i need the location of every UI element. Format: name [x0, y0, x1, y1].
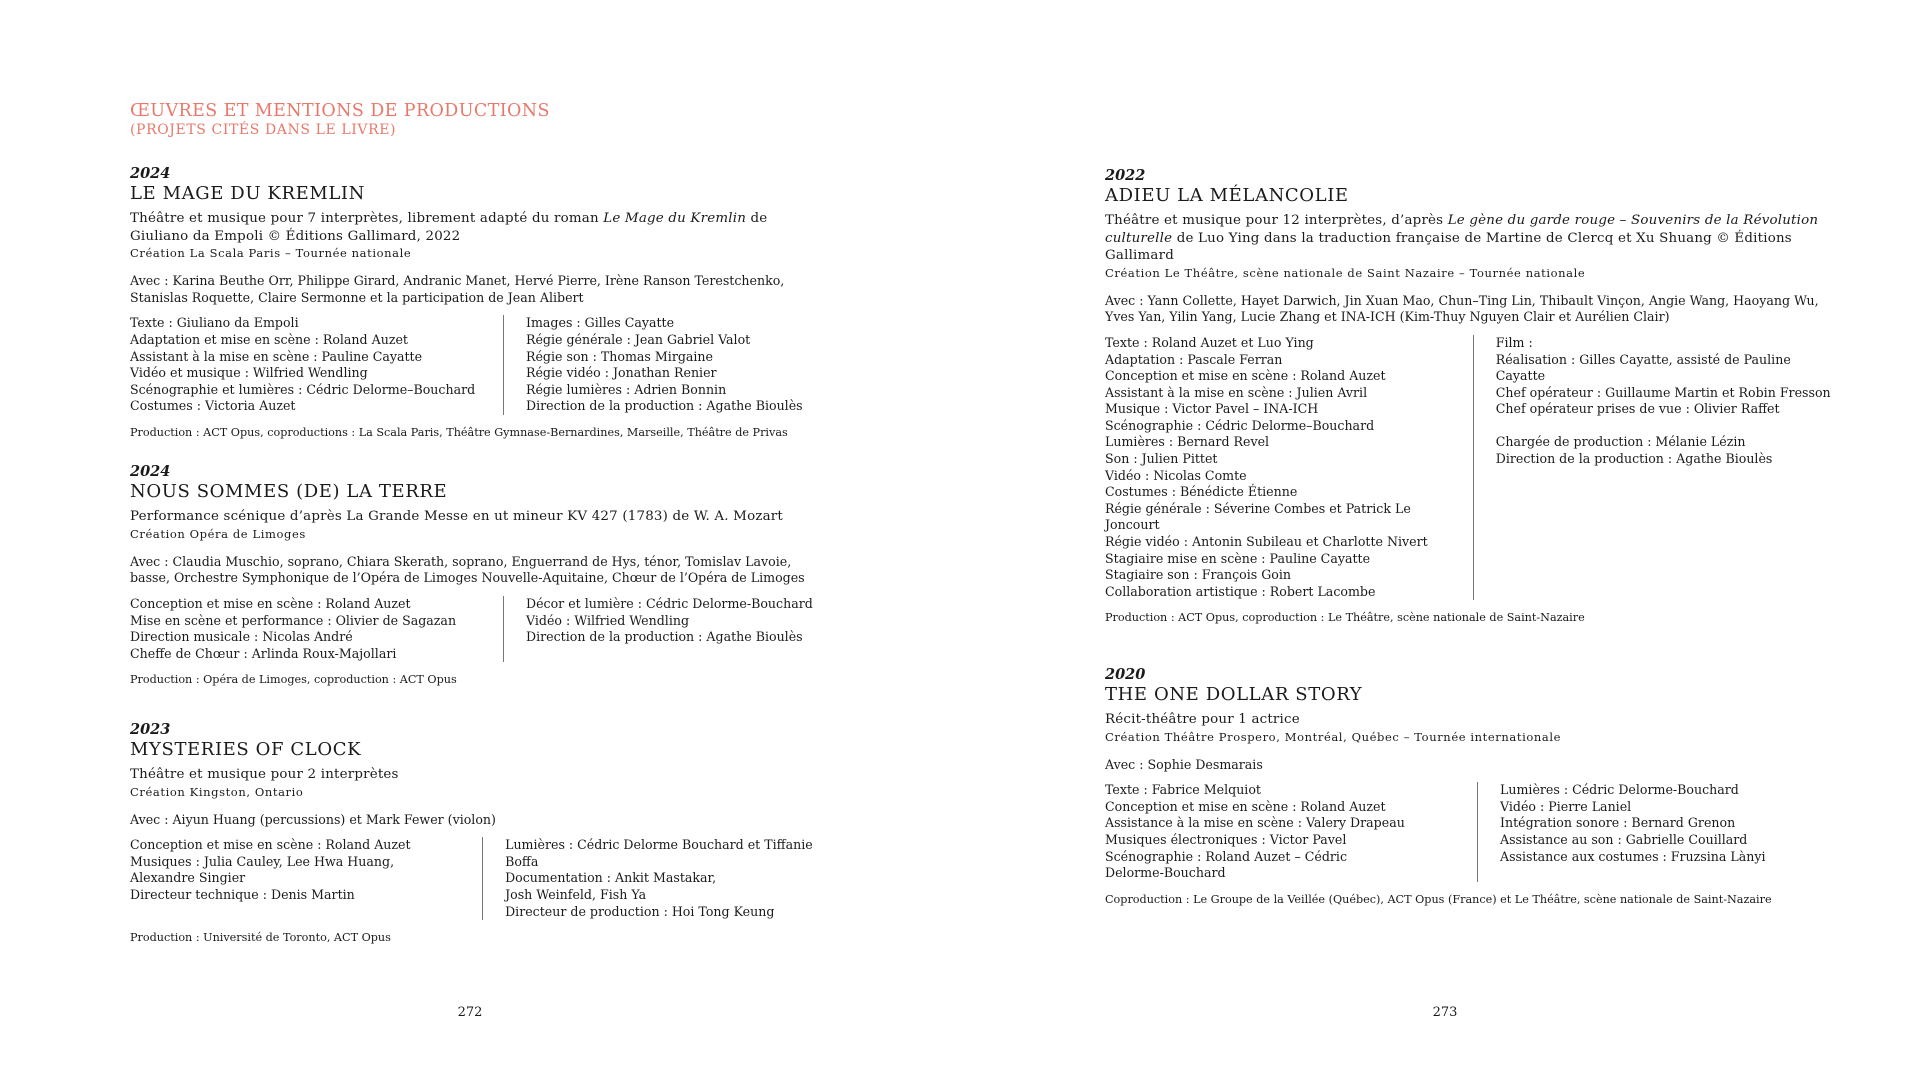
credit-line: Régie générale : Jean Gabriel Valot	[526, 332, 751, 347]
production-cast: Avec : Yann Collette, Hayet Darwich, Jin Xuan Mao, Chun–Ting Lin, Thibault Vinçon, Angie Wang, Haoyang Wu, Yves Yan, Yilin Yang, Lucie Zhang et INA-ICH (Kim-Thuy Nguyen Clair et Aurélien Clair)	[1105, 292, 1819, 325]
credit-line: Adaptation et mise en scène : Roland Auzet	[130, 332, 408, 347]
production-cast: Avec : Aiyun Huang (percussions) et Mark Fewer (violon)	[130, 811, 496, 827]
credits-left-column	[130, 315, 504, 415]
section-title: ŒUVRES ET MENTIONS DE PRODUCTIONS	[130, 101, 550, 121]
production-entry	[1105, 666, 1840, 907]
credits-right-column	[483, 837, 830, 920]
credit-line: Collaboration artistique : Robert Lacombe	[1105, 583, 1376, 599]
credit-line: Images : Gilles Cayatte	[526, 315, 675, 331]
credits-left-column	[130, 837, 483, 920]
credit-line: Directeur technique : Denis Martin	[130, 886, 355, 902]
credit-line: Conception et mise en scène : Roland Auzet	[1105, 798, 1386, 814]
production-cast: Avec : Sophie Desmarais	[1105, 756, 1263, 772]
description-fragment: Théâtre et musique pour 12 interprètes, d’après	[1105, 213, 1448, 228]
credits-right-column	[504, 596, 813, 662]
production-year: 2024	[130, 463, 171, 480]
credit-line: Costumes : Bénédicte Étienne	[1105, 484, 1298, 500]
credit-line: Scénographie : Cédric Delorme–Bouchard	[1105, 417, 1375, 433]
production-year: 2024	[130, 165, 171, 182]
credits-left-column	[1105, 335, 1474, 601]
production-footnote: Production : ACT Opus, coproduction : Le Théâtre, scène nationale de Saint-Nazaire	[1105, 611, 1585, 625]
credits-right-column	[1474, 335, 1840, 601]
credit-line: Cheffe de Chœur : Arlinda Roux-Majollari	[130, 645, 397, 661]
credit-line: Assistance au son : Gabrielle Couillard	[1500, 831, 1748, 847]
credit-line: Stagiaire mise en scène : Pauline Cayatte	[1105, 550, 1371, 566]
credit-line: Adaptation : Pascale Ferran	[1105, 351, 1283, 367]
credits-left-column	[130, 596, 504, 662]
credits-left-column	[1105, 782, 1478, 882]
credit-line: Vidéo : Nicolas Comte	[1105, 467, 1247, 483]
credits-block	[1105, 335, 1840, 601]
left-page	[130, 0, 830, 1087]
credit-line: Conception et mise en scène : Roland Auzet	[130, 837, 411, 853]
credit-line: Lumières : Cédric Delorme Bouchard et Tiffanie Boffa	[505, 837, 813, 869]
production-description	[130, 766, 830, 784]
production-creation: Création Opéra de Limoges	[130, 526, 306, 541]
production-creation: Création Le Théâtre, scène nationale de Saint Nazaire – Tournée nationale	[1105, 265, 1586, 280]
credit-line: Costumes : Victoria Auzet	[130, 398, 296, 414]
production-year: 2022	[1105, 167, 1146, 184]
credit-line: Réalisation : Gilles Cayatte, assisté de Pauline Cayatte	[1495, 351, 1791, 384]
production-footnote: Production : Université de Toronto, ACT Opus	[130, 931, 391, 945]
production-description	[130, 210, 830, 245]
credit-line: Son : Julien Pittet	[1105, 451, 1218, 467]
production-title: ADIEU LA MÉLANCOLIE	[1105, 185, 1349, 206]
production-entry	[1105, 167, 1840, 625]
description-fragment: Performance scénique d’après La Grande Messe en ut mineur KV 427 (1783) de W. A. Mozart	[130, 509, 783, 524]
credit-line: Assistance aux costumes : Fruzsina Lànyi	[1500, 848, 1766, 864]
credits-block	[130, 596, 830, 662]
production-footnote: Coproduction : Le Groupe de la Veillée (Québec), ACT Opus (France) et Le Théâtre, scène nationale de Saint-Nazaire	[1105, 892, 1772, 906]
credit-line: Assistance à la mise en scène : Valery Drapeau	[1105, 815, 1405, 831]
production-footnote: Production : Opéra de Limoges, coproduction : ACT Opus	[130, 673, 457, 687]
description-fragment: Théâtre et musique pour 2 interprètes	[130, 767, 399, 782]
credit-line: Scénographie : Roland Auzet – Cédric Delorme-Bouchard	[1105, 848, 1348, 881]
credit-line: Assistant à la mise en scène : Julien Avril	[1105, 384, 1368, 400]
credit-line: Régie vidéo : Jonathan Renier	[526, 365, 717, 381]
production-title: MYSTERIES OF CLOCK	[130, 739, 362, 760]
production-entry	[130, 463, 830, 687]
credit-line: Texte : Giuliano da Empoli	[130, 315, 299, 331]
credits-right-column	[1478, 782, 1766, 882]
credit-line: Direction musicale : Nicolas André	[130, 629, 353, 645]
right-page	[1105, 0, 1840, 1087]
section-subtitle: (PROJETS CITÉS DANS LE LIVRE)	[130, 122, 397, 138]
credit-line: Musique : Victor Pavel – INA-ICH	[1105, 401, 1319, 417]
credit-line: Direction de la production : Agathe Bioulès	[526, 629, 803, 645]
credit-line: Musiques électroniques : Victor Pavel	[1105, 831, 1347, 847]
credit-line: Film :	[1495, 334, 1533, 350]
credits-block	[130, 315, 830, 415]
production-creation: Création Théâtre Prospero, Montréal, Québec – Tournée internationale	[1105, 729, 1562, 744]
credit-line: Vidéo : Wilfried Wendling	[526, 612, 690, 628]
production-entry	[130, 165, 830, 440]
production-description	[1105, 711, 1840, 729]
credit-line: Direction de la production : Agathe Bioulès	[1495, 451, 1773, 467]
credit-line: Documentation : Ankit Mastakar, Josh Weinfeld, Fish Ya	[505, 870, 717, 902]
credit-line: Stagiaire son : François Goin	[1105, 567, 1291, 583]
description-fragment: de Giuliano da Empoli © Éditions Gallimard, 2022	[130, 211, 768, 244]
credits-block	[1105, 782, 1840, 882]
credit-line: Conception et mise en scène : Roland Auzet	[1105, 368, 1386, 384]
credit-line: Lumières : Cédric Delorme-Bouchard	[1500, 782, 1739, 798]
credit-line: Intégration sonore : Bernard Grenon	[1500, 815, 1736, 831]
production-creation: Création La Scala Paris – Tournée nationale	[130, 246, 412, 260]
page-number: 273	[1432, 1005, 1458, 1020]
description-fragment: Récit-théâtre pour 1 actrice	[1105, 712, 1300, 727]
credit-line: Régie lumières : Adrien Bonnin	[526, 381, 727, 397]
description-fragment: Le Mage du Kremlin	[603, 211, 747, 226]
production-year: 2020	[1105, 666, 1146, 683]
credit-line: Conception et mise en scène : Roland Auzet	[130, 595, 411, 611]
credit-line: Texte : Fabrice Melquiot	[1105, 782, 1261, 798]
production-creation: Création Kingston, Ontario	[130, 784, 304, 799]
description-fragment: Le gène du garde rouge – Souvenirs de la Révolution culturelle	[1105, 213, 1819, 246]
credit-line: Directeur de production : Hoi Tong Keung	[505, 903, 775, 919]
credit-line: Scénographie et lumières : Cédric Delorme–Bouchard	[130, 381, 476, 397]
production-title: NOUS SOMMES (DE) LA TERRE	[130, 481, 448, 502]
production-description	[1105, 212, 1840, 265]
production-title: THE ONE DOLLAR STORY	[1105, 684, 1363, 705]
page-number: 272	[457, 1005, 483, 1020]
production-footnote: Production : ACT Opus, coproductions : La Scala Paris, Théâtre Gymnase-Bernardines, Marseille, Théâtre de Privas	[130, 425, 788, 439]
credit-line: Régie vidéo : Antonin Subileau et Charlotte Nivert	[1105, 534, 1428, 550]
production-description	[130, 508, 830, 526]
credit-line: Musiques : Julia Cauley, Lee Hwa Huang, Alexandre Singier	[130, 853, 395, 886]
production-year: 2023	[130, 721, 171, 738]
credit-line: Chargée de production : Mélanie Lézin	[1495, 434, 1746, 450]
credit-line: Lumières : Bernard Revel	[1105, 434, 1270, 450]
credit-line: Mise en scène et performance : Olivier de Sagazan	[130, 612, 457, 628]
credit-line	[1496, 418, 1840, 435]
production-cast: Avec : Claudia Muschio, soprano, Chiara Skerath, soprano, Enguerrand de Hys, ténor, Tomislav Lavoie, basse, Orchestre Symphonique de l’Opéra de Limoges Nouvelle-Aquitaine, Chœur de l’Opéra de Limoges	[130, 553, 805, 586]
credit-line: Vidéo et musique : Wilfried Wendling	[130, 365, 368, 381]
credit-line: Chef opérateur : Guillaume Martin et Robin Fresson	[1495, 384, 1831, 400]
credit-line: Vidéo : Pierre Laniel	[1500, 798, 1632, 814]
credit-line: Texte : Roland Auzet et Luo Ying	[1105, 334, 1314, 350]
credit-line: Régie générale : Séverine Combes et Patrick Le Joncourt	[1105, 500, 1411, 533]
credits-right-column	[504, 315, 803, 415]
production-cast: Avec : Karina Beuthe Orr, Philippe Girard, Andranic Manet, Hervé Pierre, Irène Ranson Terestchenko, Stanislas Roquette, Claire Sermonne et la participation de Jean Alibert	[130, 273, 785, 305]
credit-line: Régie son : Thomas Mirgaine	[526, 348, 713, 364]
credit-line: Assistant à la mise en scène : Pauline Cayatte	[130, 348, 423, 364]
credit-line: Direction de la production : Agathe Bioulès	[526, 398, 803, 414]
production-title: LE MAGE DU KREMLIN	[130, 183, 365, 204]
credit-line: Chef opérateur prises de vue : Olivier Raffet	[1495, 401, 1780, 417]
production-entry	[130, 721, 830, 945]
credits-block	[130, 837, 830, 920]
description-fragment: Théâtre et musique pour 7 interprètes, librement adapté du roman	[130, 211, 604, 226]
credit-line: Décor et lumière : Cédric Delorme-Bouchard	[526, 595, 813, 611]
description-fragment: de Luo Ying dans la traduction française de Martine de Clercq et Xu Shuang © Éditions Gallimard	[1105, 230, 1792, 263]
